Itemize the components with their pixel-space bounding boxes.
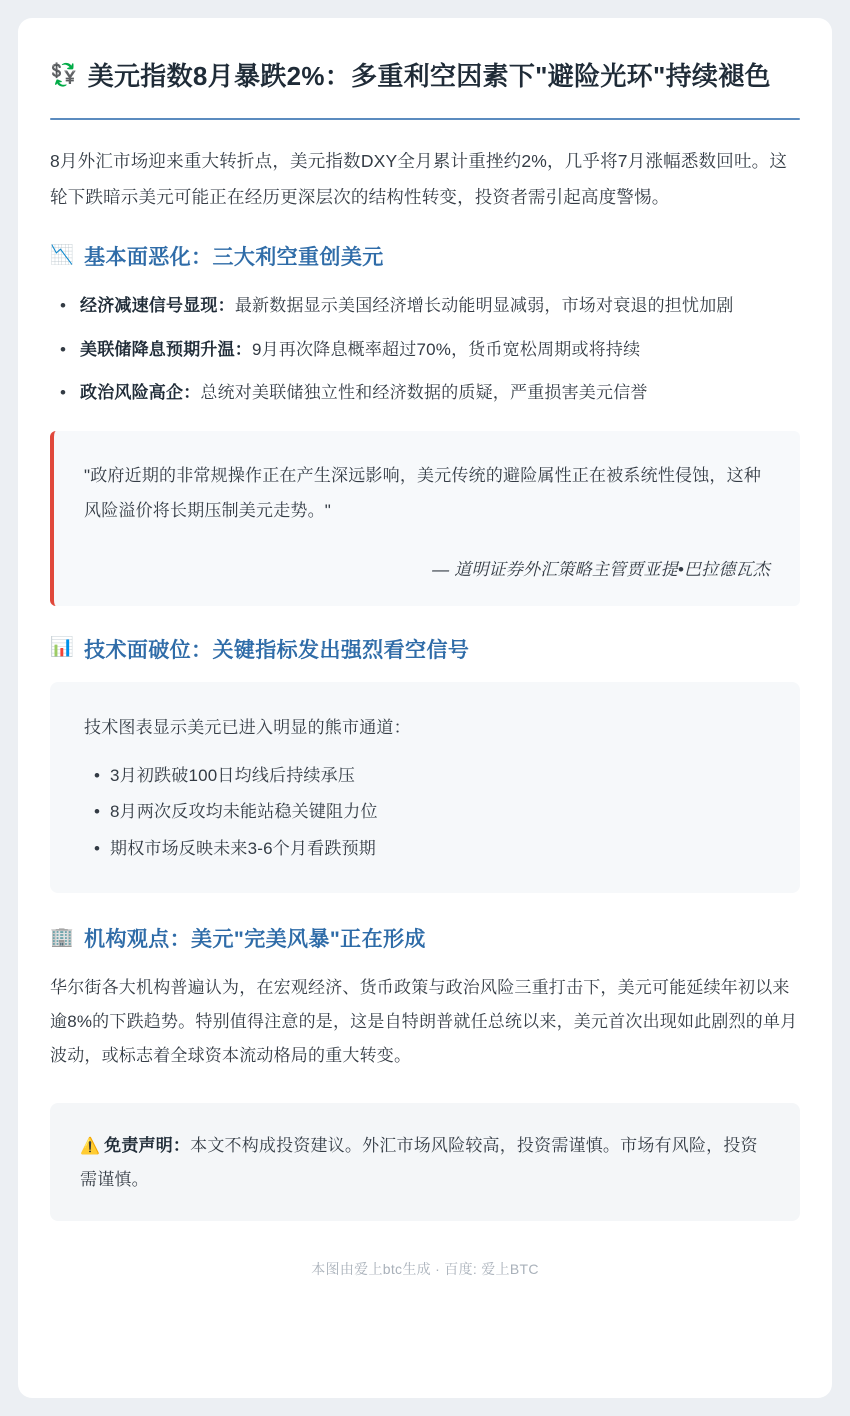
page-title [50,58,800,96]
list-item-text: 9月再次降息概率超过70%，货币宽松周期或将持续 [252,339,641,359]
bar-chart-icon: 📊 [50,637,75,659]
fundamentals-bullet-list [50,289,800,408]
pull-quote [50,431,800,606]
technicals-bullet-list [84,758,766,868]
list-item: • 3月初跌破100日均线后持续承压 [110,758,766,795]
lead-paragraph: 8月外汇市场迎来重大转折点，美元指数DXY全月累计重挫约2%，几乎将7月涨幅悉数回吐。这轮下跌暗示美元可能正在经历更深层次的结构性转变，投资者需引起高度警惕。 [50,150,788,207]
disclaimer-label: 免责声明： [104,1136,191,1156]
office-building-icon: 🏢 [50,927,75,949]
currency-exchange-icon: 💱 [50,62,78,87]
technicals-panel-lead: 技术图表显示美元已进入明显的熊市通道： [84,717,411,737]
disclaimer-text: 本文不构成投资建议。外汇市场风险较高，投资需谨慎。市场有风险，投资需谨慎。 [80,1136,758,1190]
list-item [76,376,800,409]
section-heading-technicals-text: 技术面破位：关键指标发出强烈看空信号 [84,638,470,662]
disclaimer-paragraph [80,1129,770,1197]
list-item-strong: 政治风险高企： [80,382,201,402]
article-card [18,18,832,1398]
section-heading-institutions [50,923,800,953]
section-heading-fundamentals-text: 基本面恶化：三大利空重创美元 [84,246,384,270]
technicals-panel [50,682,800,894]
title-divider [50,118,800,120]
list-item-strong: 经济减速信号显现： [80,296,235,316]
page-title-text: 美元指数8月暴跌2%：多重利空因素下"避险光环"持续褪色 [87,61,771,91]
list-item [76,289,800,322]
quote-text: "政府近期的非常规操作正在产生深远影响，美元传统的避险属性正在被系统性侵蚀，这种风险溢价将长期压制美元走势。" [84,465,762,520]
section-heading-institutions-text: 机构观点：美元"完美风暴"正在形成 [84,928,426,952]
warning-icon: ⚠️ [80,1138,101,1156]
list-item [76,333,800,366]
chart-decreasing-icon: 📉 [50,245,75,267]
list-item: • 8月两次反攻均未能站稳关键阻力位 [110,794,766,831]
footer-credit: 本图由爱上btc生成 · 百度: 爱上BTC [311,1261,539,1278]
list-item-text: 总统对美联储独立性和经济数据的质疑，严重损害美元信誉 [200,382,648,402]
section-heading-fundamentals [50,241,800,271]
list-item-text: 最新数据显示美国经济增长动能明显减弱，市场对衰退的担忧加剧 [234,296,734,316]
institutions-paragraph: 华尔街各大机构普遍认为，在宏观经济、货币政策与政治风险三重打击下，美元可能延续年初以来逾8%的下跌趋势。特别值得注意的是，这是自特朗普就任总统以来，美元首次出现如此剧烈的单月波动，或标志着全球资本流动格局的重大转变。 [50,978,798,1066]
list-item-strong: 美联储降息预期升温： [80,339,252,359]
quote-attribution: — 道明证券外汇策略主管贾亚提•巴拉德瓦杰 [432,559,770,579]
section-heading-technicals [50,634,800,664]
list-item: • 期权市场反映未来3-6个月看跌预期 [110,831,766,868]
disclaimer-box [50,1103,800,1221]
